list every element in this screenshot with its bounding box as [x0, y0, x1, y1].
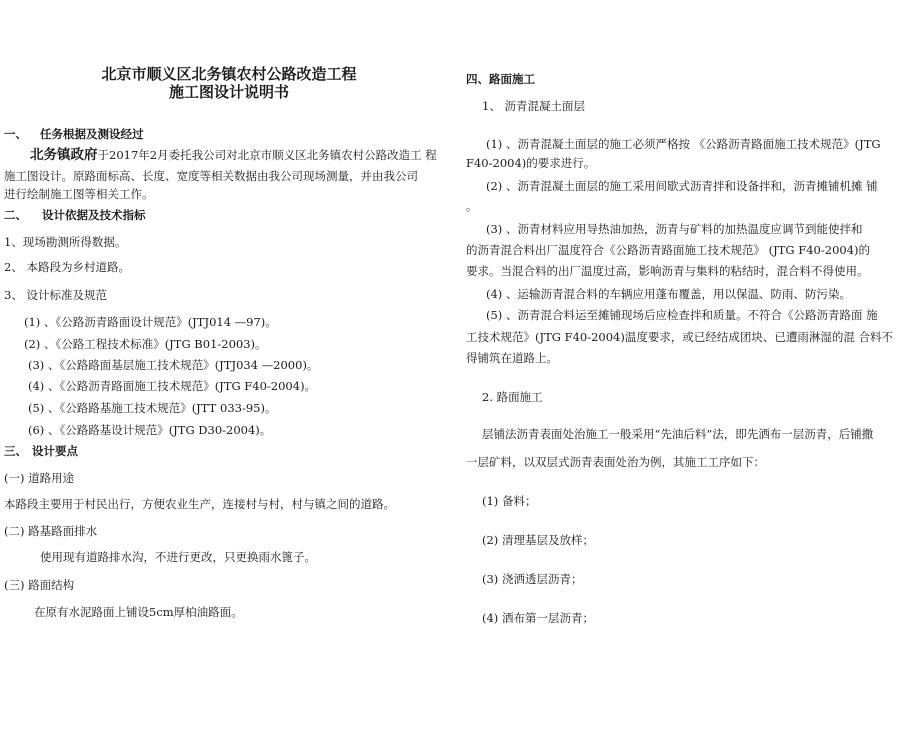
client-name: 北务镇政府	[30, 147, 98, 163]
subsection3-heading: (三) 路面结构	[4, 578, 75, 592]
section1-heading: 任务根据及测设经过	[40, 127, 144, 141]
section2-item1: 1、现场勘测所得数据。	[4, 235, 127, 249]
asphalt-rule3-line3: 要求。当混合料的出厂温度过高，影响沥青与集料的粘结时，混合料不得使用。	[466, 264, 869, 278]
asphalt-rule5-line1: (5) 、沥青混合料运至摊铺现场后应检查拌和质量。不符合《公路沥青路面 施	[486, 308, 878, 322]
asphalt-rule3-line2: 的沥青混合料出厂温度符合《公路沥青路面施工技术规范》 (JTG F40-2004)的	[466, 243, 871, 257]
doc-title-line2: 施工图设计说明书	[168, 83, 289, 101]
process-step-4: (4) 洒布第一层沥青；	[482, 611, 594, 625]
construction-method-line2: 一层矿料，以双层式沥青表面处治为例，其施工工序如下：	[466, 455, 765, 469]
asphalt-rule1-line1: (1) 、沥青混凝土面层的施工必须严格按 《公路沥青路面施工技术规范》(JTG	[486, 137, 881, 151]
process-step-2: (2) 清理基层及放样；	[482, 533, 594, 547]
standard-item-6: (6) 、《公路路基设计规范》(JTG D30-2004)。	[28, 423, 272, 437]
section3-number: 三、	[4, 444, 27, 458]
subsection1-text: 本路段主要用于村民出行，方便农业生产，连接村与村，村与镇之间的道路。	[4, 497, 395, 511]
section4-heading: 四、路面施工	[466, 72, 535, 86]
asphalt-rule3-line1: (3) 、沥青材料应用导热油加热，沥青与矿料的加热温度应调节到能使拌和	[486, 222, 863, 236]
asphalt-rule2-line2: 。	[466, 199, 478, 213]
asphalt-rule5-line3: 得铺筑在道路上。	[466, 351, 558, 365]
standard-item-3: (3) 、《公路路面基层施工技术规范》(JTJ034 —2000)。	[28, 358, 319, 372]
standard-item-2: (2) 、《公路工程技术标准》(JTG B01-2003)。	[24, 337, 267, 351]
section1-paragraph-line3: 进行绘制施工图等相关工作。	[4, 187, 154, 201]
process-step-1: (1) 备料；	[482, 494, 537, 508]
section1-number: 一、	[4, 127, 27, 141]
construction-method-line1: 层铺法沥青表面处治施工一般采用“先油后料”法，即先洒布一层沥青，后铺撒	[482, 427, 874, 441]
standard-item-5: (5) 、《公路路基施工技术规范》(JTT 033-95)。	[28, 401, 277, 415]
doc-title-line1: 北京市顺义区北务镇农村公路改造工程	[101, 65, 357, 83]
section2-heading: 设计依据及技术指标	[42, 208, 146, 222]
section3-heading: 设计要点	[32, 444, 78, 458]
standard-item-4: (4) 、《公路沥青路面施工技术规范》(JTG F40-2004)。	[28, 379, 317, 393]
standard-item-1: (1) 、《公路沥青路面设计规范》(JTJ014 —97)。	[24, 315, 277, 329]
subsection1-heading: (一) 道路用途	[4, 471, 75, 485]
section2-item3: 3、 设计标准及规范	[4, 288, 107, 302]
section1-paragraph-line2: 施工图设计。原路面标高、长度、宽度等相关数据由我公司现场测量，并由我公司	[4, 169, 418, 183]
asphalt-rule1-line2: F40-2004)的要求进行。	[466, 156, 596, 170]
section2-item2: 2、 本路段为乡村道路。	[4, 260, 130, 274]
section1-paragraph-line1	[30, 147, 437, 163]
section2-number: 二、	[4, 208, 27, 222]
section1-paragraph-line1-rest: 于2017年2月委托我公司对北京市顺义区北务镇农村公路改造工 程	[97, 148, 437, 162]
asphalt-rule4: (4) 、运输沥青混合料的车辆应用蓬布覆盖，用以保温、防雨、防污染。	[486, 287, 851, 301]
subsection-asphalt-layer: 1、 沥青混凝土面层	[482, 99, 585, 113]
subsection2-heading: (二) 路基路面排水	[4, 524, 98, 538]
process-step-3: (3) 浇洒透层沥青；	[482, 572, 583, 586]
subsection-pavement-construction: 2. 路面施工	[482, 390, 543, 404]
subsection2-text: 使用现有道路排水沟，不进行更改，只更换雨水篦子。	[40, 550, 316, 564]
subsection3-text: 在原有水泥路面上铺设5cm厚柏油路面。	[34, 605, 243, 619]
asphalt-rule2-line1: (2) 、沥青混凝土面层的施工采用间歇式沥青拌和设备拌和，沥青摊铺机摊 铺	[486, 179, 878, 193]
asphalt-rule5-line2: 工技术规范》(JTG F40-2004)温度要求，或已经结成团块、已遭雨淋湿的混 合料不	[466, 330, 894, 344]
